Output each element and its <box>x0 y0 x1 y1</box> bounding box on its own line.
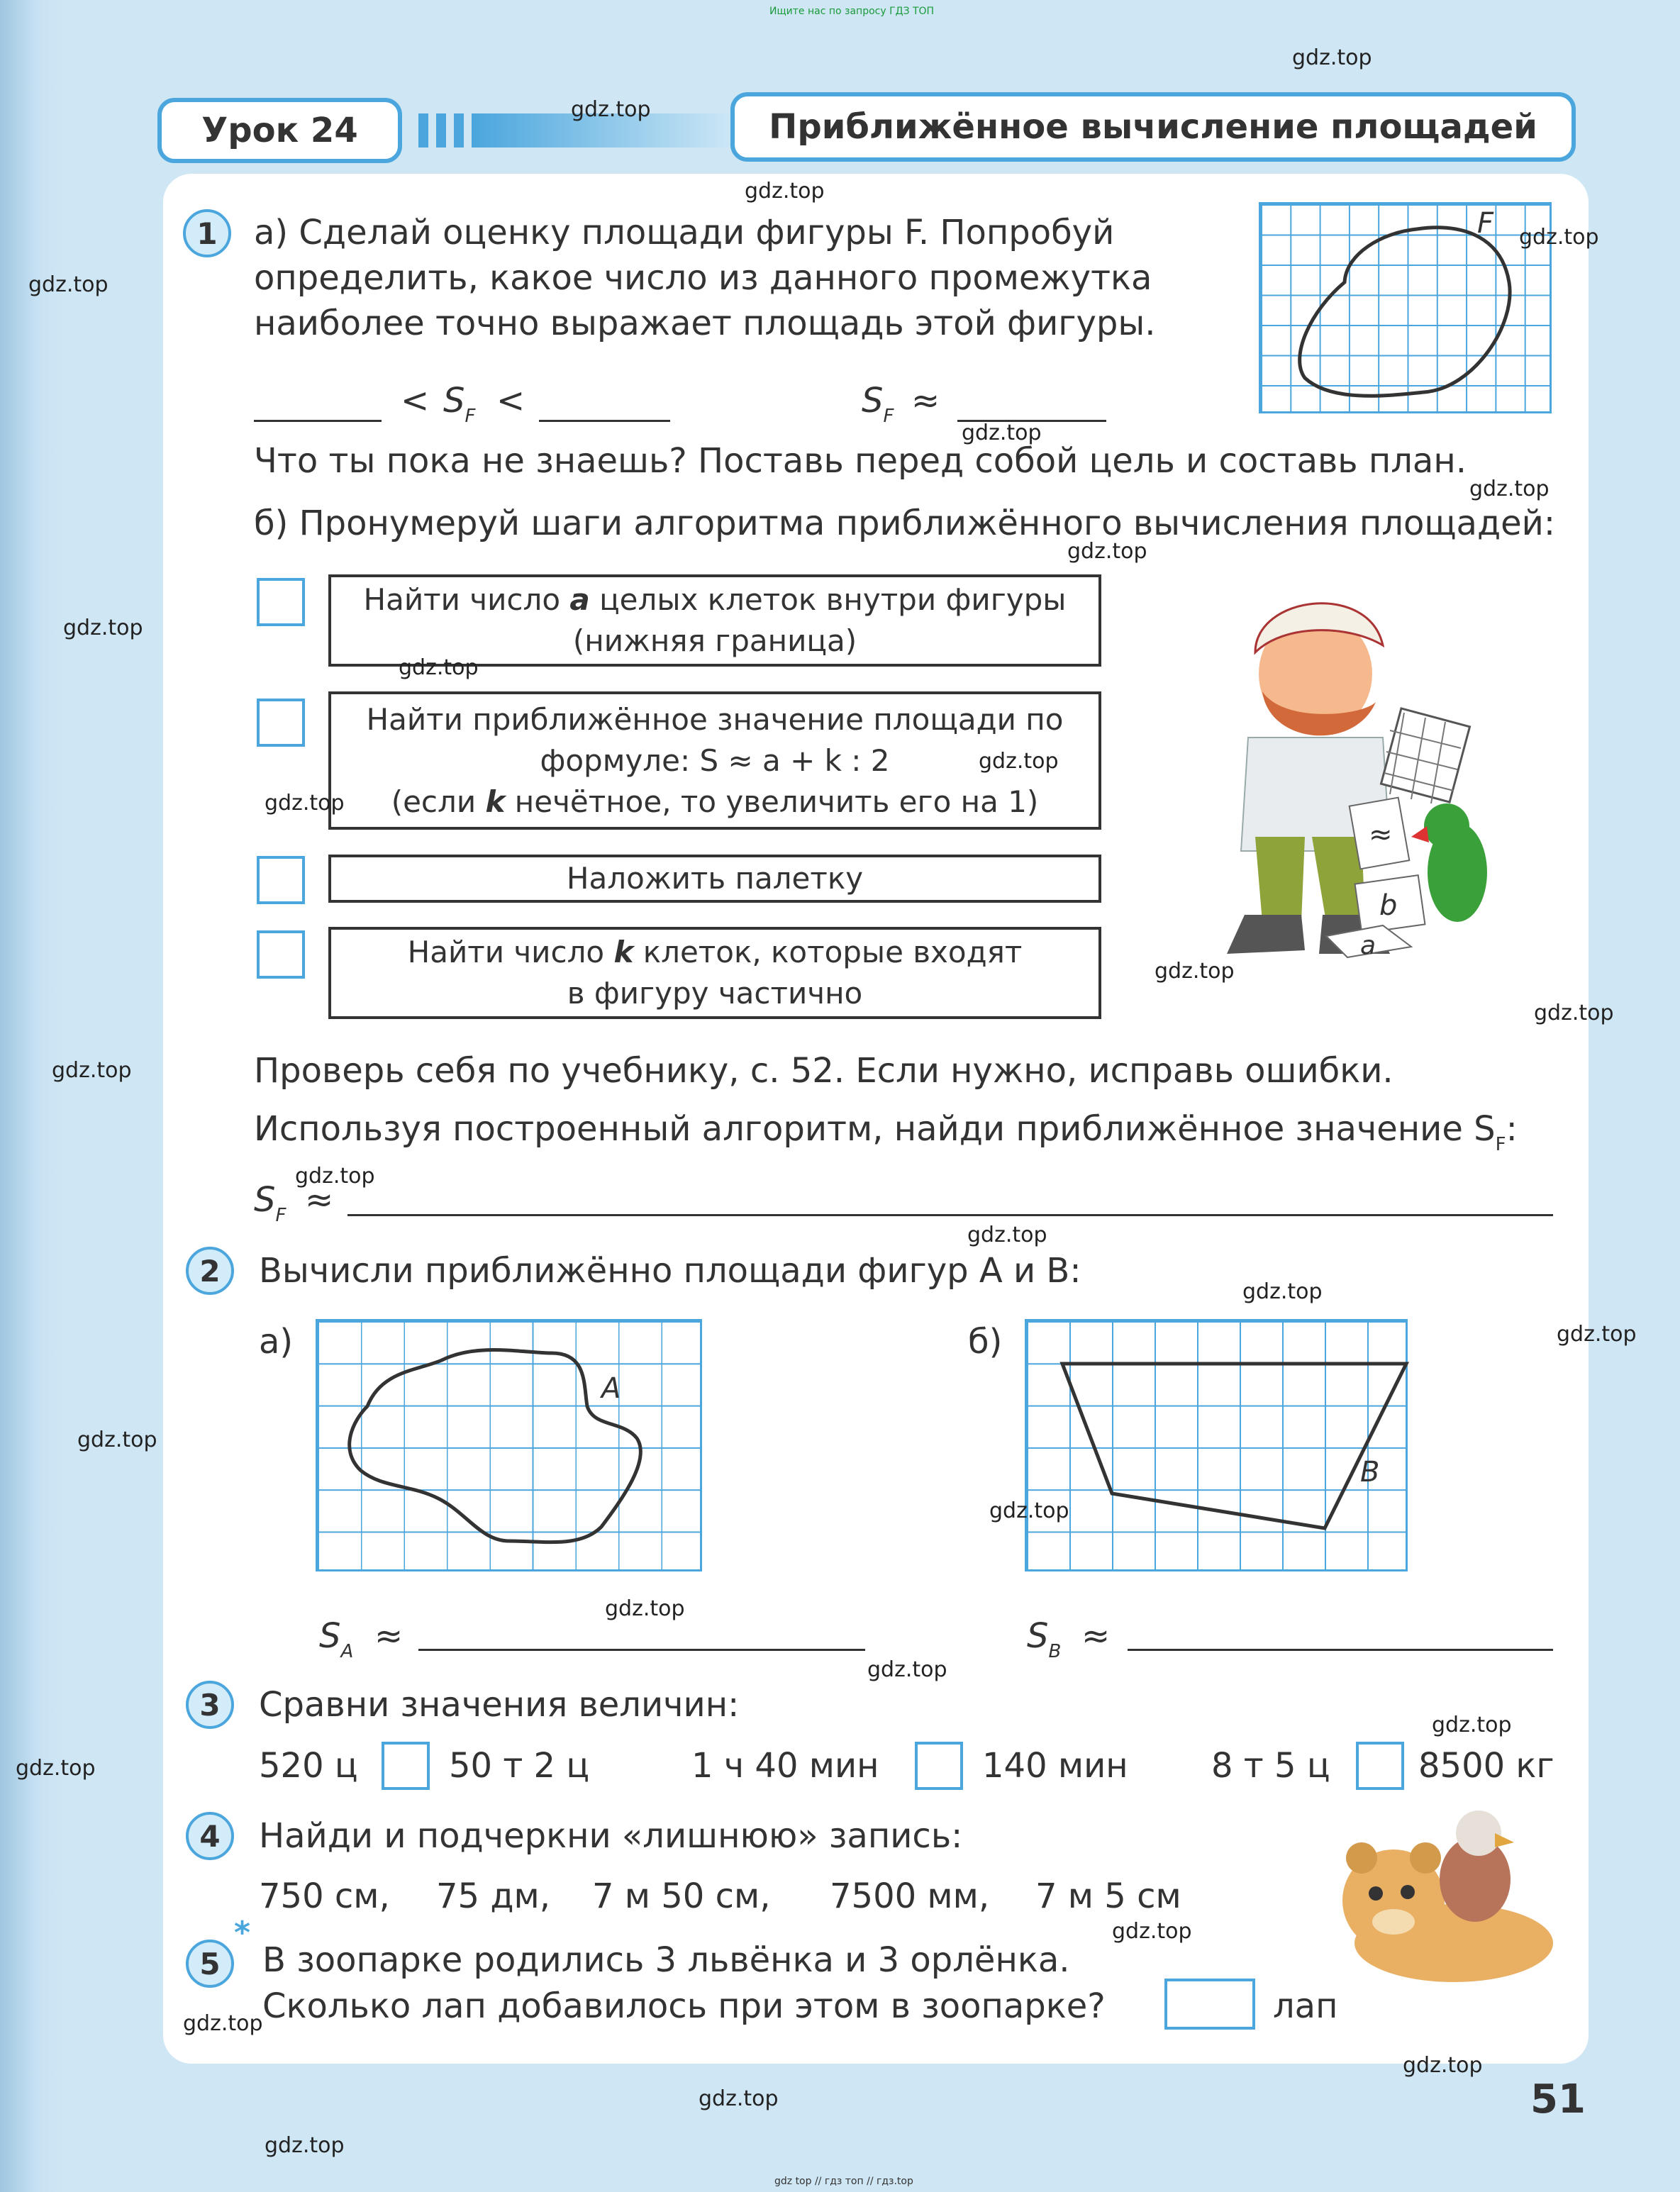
watermark: gdz.top <box>1519 225 1599 250</box>
step-4-number-box[interactable] <box>257 930 305 979</box>
task-1a-text-line2: определить, какое число из данного промежутка <box>254 258 1152 298</box>
step-find-k-line2: в фигуру частично <box>567 976 863 1011</box>
task-4-number: 4 <box>186 1812 234 1860</box>
s-f-result-symbol: $S_F$ <box>254 1180 287 1226</box>
watermark: gdz.top <box>989 1498 1069 1523</box>
watermark: gdz.top <box>1292 45 1372 70</box>
approx-sign-2: ≈ <box>305 1180 334 1220</box>
task-1b-text: б) Пронумеруй шаги алгоритма приближённого вычисления площадей: <box>254 504 1556 543</box>
pirate-parrot-illustration <box>1177 567 1503 964</box>
step-formula-line1: Найти приближённое значение площади по <box>366 701 1064 737</box>
ineq-lt-2: < <box>496 381 525 421</box>
compare-3-left: 8 т 5 ц <box>1211 1746 1330 1786</box>
task-5-star: * <box>234 1915 251 1951</box>
task-1a-text-line1: а) Сделай оценку площади фигуры F. Попробуй <box>254 213 1115 252</box>
figure-f-outline <box>1261 204 1554 416</box>
watermark: gdz.top <box>77 1428 157 1452</box>
step-2-number-box[interactable] <box>257 699 305 747</box>
page-number: 51 <box>1530 2076 1586 2123</box>
watermark: gdz.top <box>1432 1713 1512 1737</box>
figure-b-outline <box>1027 1321 1410 1574</box>
step-overlay-grid-line1: Наложить палетку <box>566 861 864 896</box>
s-f-symbol: $S_F$ <box>443 381 476 427</box>
lesson-title: Приближённое вычисление площадей <box>730 92 1576 162</box>
watermark: gdz.top <box>571 97 651 122</box>
compare-1-left: 520 ц <box>259 1746 358 1786</box>
compare-1-box[interactable] <box>382 1742 430 1790</box>
check-text: Проверь себя по учебнику, с. 52. Если нужно, исправь ошибки. <box>254 1051 1393 1091</box>
task-2a-label: а) <box>259 1322 294 1362</box>
step-find-k <box>328 927 1101 1019</box>
compare-3-right: 8500 кг <box>1418 1746 1554 1786</box>
approx-sign-a: ≈ <box>374 1616 404 1656</box>
watermark: gdz.top <box>745 179 825 204</box>
s-a-blank[interactable] <box>418 1649 865 1651</box>
task-5-number: 5 <box>186 1940 234 1988</box>
compare-1-right: 50 т 2 ц <box>449 1746 590 1786</box>
step-1-number-box[interactable] <box>257 578 305 626</box>
compare-3-box[interactable] <box>1356 1742 1404 1790</box>
option-4[interactable]: 7500 мм, <box>830 1876 990 1916</box>
book-spine-shadow <box>0 0 64 2192</box>
step-formula-line3: (если k нечётное, то увеличить его на 1) <box>391 784 1039 819</box>
approx-sign-1: ≈ <box>911 381 940 421</box>
watermark: gdz.top <box>295 1164 375 1189</box>
watermark: gdz.top <box>967 1223 1047 1247</box>
answer-box-paws[interactable] <box>1164 1979 1255 2030</box>
watermark: gdz.top <box>1469 477 1550 501</box>
watermark: gdz.top <box>1534 1001 1614 1025</box>
watermark: gdz.top <box>183 2011 263 2036</box>
option-2[interactable]: 75 дм, <box>436 1876 550 1916</box>
watermark: gdz.top <box>28 272 109 297</box>
pirate-approx-sign: ≈ <box>1369 818 1393 851</box>
watermark: gdz.top <box>867 1657 947 1682</box>
watermark: gdz.top <box>265 2133 345 2158</box>
figure-a-label: A <box>601 1372 621 1405</box>
upper-bound-blank[interactable] <box>539 420 670 422</box>
watermark: gdz.top <box>1242 1279 1323 1304</box>
pirate-label-a: a <box>1360 931 1376 960</box>
lion-eagle-illustration <box>1333 1801 1560 1993</box>
task-2b-label: б) <box>968 1322 1003 1362</box>
s-b-symbol: $S_B$ <box>1027 1616 1062 1662</box>
task-2-number: 2 <box>186 1247 234 1295</box>
watermark: gdz.top <box>52 1058 132 1083</box>
figure-f-label: F <box>1477 207 1494 240</box>
bottom-note: gdz top // гдз топ // гдз.top <box>774 2176 913 2187</box>
watermark: gdz.top <box>16 1756 96 1781</box>
figure-a-grid <box>316 1319 702 1571</box>
watermark: gdz.top <box>962 421 1042 445</box>
figure-b-label: B <box>1360 1456 1380 1489</box>
compare-2-right: 140 мин <box>982 1746 1128 1786</box>
watermark: gdz.top <box>1067 539 1147 564</box>
ineq-lt-1: < <box>401 381 430 421</box>
step-overlay-grid <box>328 855 1101 903</box>
watermark: gdz.top <box>1112 1919 1192 1944</box>
option-5[interactable]: 7 м 5 см <box>1035 1876 1181 1916</box>
task-2-text: Вычисли приближённо площади фигур A и B: <box>259 1251 1081 1291</box>
compare-2-left: 1 ч 40 мин <box>691 1746 879 1786</box>
option-3[interactable]: 7 м 50 см, <box>592 1876 771 1916</box>
step-find-a-line2: (нижняя граница) <box>572 623 857 658</box>
watermark: gdz.top <box>1155 959 1235 984</box>
step-find-a <box>328 574 1101 667</box>
step-find-k-line1: Найти число k клеток, которые входят <box>407 935 1023 969</box>
watermark: gdz.top <box>1403 2053 1483 2078</box>
step-formula-line2: формуле: S ≈ a + k : 2 <box>540 742 890 778</box>
pirate-label-b: b <box>1379 889 1398 922</box>
watermark: gdz.top <box>399 655 479 680</box>
s-f-result-blank[interactable] <box>347 1214 1553 1216</box>
task-3-number: 3 <box>186 1681 234 1729</box>
watermark: gdz.top <box>63 616 143 640</box>
watermark: gdz.top <box>1557 1322 1637 1347</box>
step-find-a-line1: Найти число a целых клеток внутри фигуры <box>363 582 1067 617</box>
figure-b-grid <box>1025 1319 1408 1571</box>
s-f-approx-symbol: $S_F$ <box>862 381 894 427</box>
compare-2-box[interactable] <box>915 1742 963 1790</box>
watermark: gdz.top <box>605 1596 685 1621</box>
s-a-symbol: $S_A$ <box>319 1616 354 1662</box>
task-1-number: 1 <box>183 209 231 257</box>
task-5-line2: Сколько лап добавилось при этом в зоопарке? <box>262 1986 1106 2026</box>
goal-text: Что ты пока не знаешь? Поставь перед собой цель и составь план. <box>254 441 1467 481</box>
step-3-number-box[interactable] <box>257 856 305 904</box>
s-b-blank[interactable] <box>1128 1649 1553 1651</box>
figure-f-grid <box>1259 202 1552 413</box>
option-1[interactable]: 750 см, <box>259 1876 390 1916</box>
approx-sign-b: ≈ <box>1081 1616 1111 1656</box>
lesson-label: Урок 24 <box>157 98 402 163</box>
answer-unit: лап <box>1273 1986 1338 2026</box>
figure-a-outline <box>318 1321 704 1574</box>
watermark: gdz.top <box>699 2086 779 2111</box>
watermark: gdz.top <box>979 749 1059 774</box>
lower-bound-blank[interactable] <box>254 420 382 422</box>
watermark: gdz.top <box>265 791 345 816</box>
use-algo-text: Используя построенный алгоритм, найди приближённое значение $S_F$: <box>254 1109 1518 1155</box>
top-note: Ищите нас по запросу ГДЗ ТОП <box>769 6 935 17</box>
task-1a-text-line3: наиболее точно выражает площадь этой фигуры. <box>254 304 1156 343</box>
task-3-text: Сравни значения величин: <box>259 1685 740 1725</box>
task-5-line1: В зоопарке родились 3 львёнка и 3 орлёнка. <box>262 1940 1070 1980</box>
task-4-text: Найди и подчеркни «лишнюю» запись: <box>259 1816 963 1856</box>
